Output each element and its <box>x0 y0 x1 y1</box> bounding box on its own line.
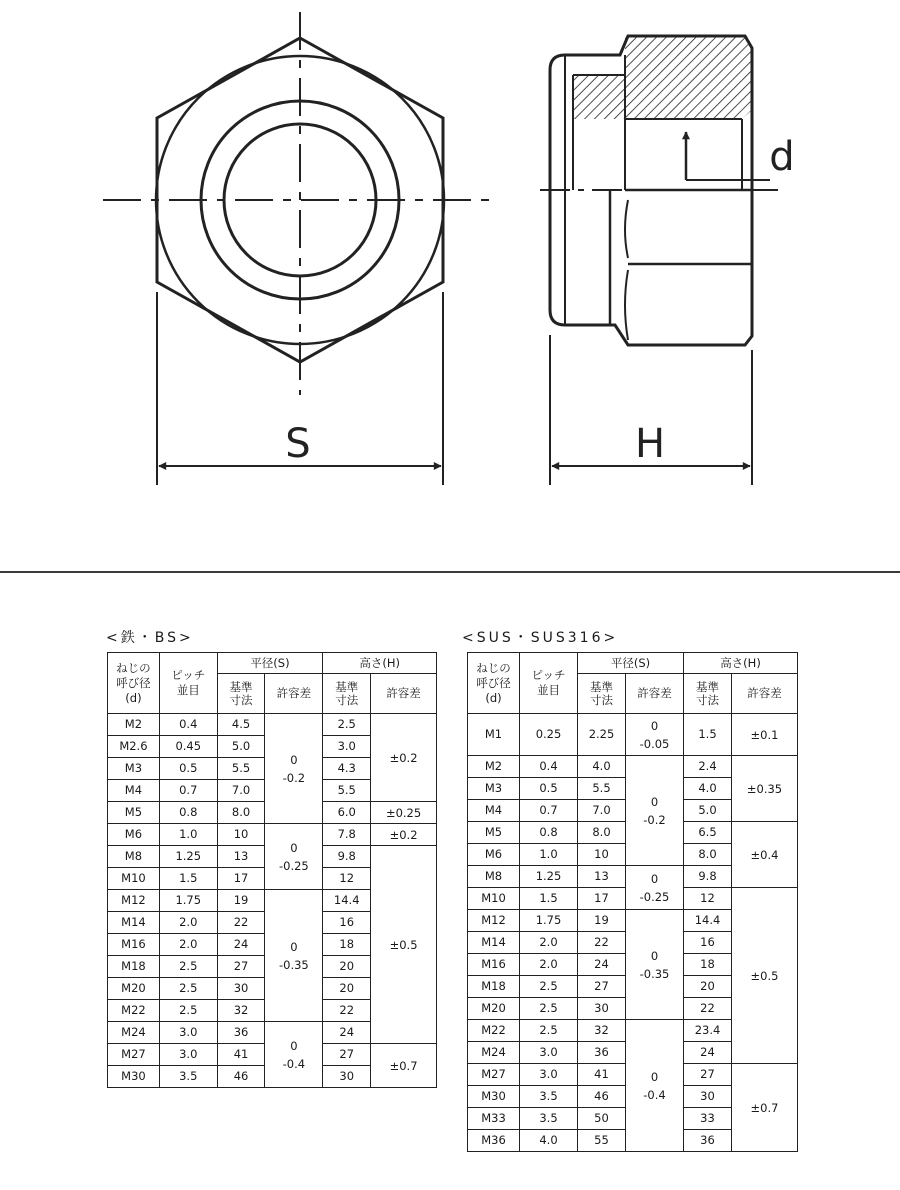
header-nominal-diameter: ねじの 呼び径 (d) <box>108 653 160 714</box>
cell-s-basic: 8.0 <box>217 802 265 824</box>
cell-s-basic: 13 <box>217 846 265 868</box>
cell-nominal: M4 <box>468 800 520 822</box>
cell-s-basic: 50 <box>578 1108 626 1130</box>
cell-pitch: 3.5 <box>520 1086 578 1108</box>
cell-h-tolerance: ±0.7 <box>371 1044 437 1088</box>
header-h-basic: 基準 寸法 <box>323 674 371 714</box>
cell-h-basic: 33 <box>684 1108 732 1130</box>
cell-s-basic: 36 <box>578 1042 626 1064</box>
cell-s-basic: 4.0 <box>578 756 626 778</box>
cell-h-basic: 20 <box>323 978 371 1000</box>
cell-s-tolerance: 0 -0.35 <box>626 910 684 1020</box>
cell-nominal: M5 <box>108 802 160 824</box>
header-width-across-flats: 平径(S) <box>217 653 323 674</box>
cell-h-basic: 6.5 <box>684 822 732 844</box>
header-pitch: ピッチ 並目 <box>159 653 217 714</box>
cell-pitch: 2.5 <box>520 1020 578 1042</box>
cell-pitch: 3.0 <box>159 1044 217 1066</box>
cell-nominal: M2 <box>468 756 520 778</box>
cell-nominal: M3 <box>108 758 160 780</box>
cell-h-basic: 12 <box>684 888 732 910</box>
cell-nominal: M22 <box>468 1020 520 1042</box>
cell-pitch: 4.0 <box>520 1130 578 1152</box>
cell-s-tolerance: 0 -0.25 <box>265 824 323 890</box>
cell-h-basic: 9.8 <box>684 866 732 888</box>
cell-nominal: M10 <box>108 868 160 890</box>
cell-pitch: 3.5 <box>159 1066 217 1088</box>
cell-s-basic: 17 <box>578 888 626 910</box>
spec-table-steel <box>107 652 437 1088</box>
cell-s-basic: 7.0 <box>217 780 265 802</box>
cell-pitch: 1.5 <box>159 868 217 890</box>
cell-nominal: M10 <box>468 888 520 910</box>
cell-nominal: M30 <box>468 1086 520 1108</box>
cell-nominal: M1 <box>468 714 520 756</box>
cell-pitch: 0.5 <box>520 778 578 800</box>
cell-nominal: M20 <box>108 978 160 1000</box>
table-title-stainless: <SUS・SUS316> <box>462 630 619 646</box>
cell-nominal: M27 <box>468 1064 520 1086</box>
cell-h-tolerance: ±0.7 <box>732 1064 798 1152</box>
cell-s-tolerance: 0 -0.2 <box>265 714 323 824</box>
cell-pitch: 1.75 <box>159 890 217 912</box>
cell-h-tolerance: ±0.35 <box>732 756 798 822</box>
cell-nominal: M8 <box>468 866 520 888</box>
cell-nominal: M24 <box>468 1042 520 1064</box>
table-row <box>108 714 437 736</box>
cell-s-basic: 7.0 <box>578 800 626 822</box>
table-row <box>468 714 798 756</box>
side-view <box>540 36 778 485</box>
cell-nominal: M36 <box>468 1130 520 1152</box>
cell-s-basic: 4.5 <box>217 714 265 736</box>
cell-h-tolerance: ±0.2 <box>371 824 437 846</box>
cell-s-basic: 8.0 <box>578 822 626 844</box>
cell-nominal: M12 <box>468 910 520 932</box>
cell-s-basic: 41 <box>578 1064 626 1086</box>
cell-h-tolerance: ±0.25 <box>371 802 437 824</box>
cell-h-basic: 23.4 <box>684 1020 732 1042</box>
cell-nominal: M8 <box>108 846 160 868</box>
cell-nominal: M14 <box>108 912 160 934</box>
cell-h-tolerance: ±0.5 <box>371 846 437 1044</box>
spec-table-stainless <box>467 652 798 1152</box>
cell-pitch: 2.0 <box>520 954 578 976</box>
cell-pitch: 1.75 <box>520 910 578 932</box>
cell-h-basic: 16 <box>323 912 371 934</box>
cell-pitch: 3.0 <box>520 1064 578 1086</box>
cell-nominal: M2.6 <box>108 736 160 758</box>
cell-pitch: 0.45 <box>159 736 217 758</box>
table-row <box>468 756 798 778</box>
cell-h-basic: 22 <box>684 998 732 1020</box>
cell-nominal: M16 <box>468 954 520 976</box>
cell-nominal: M2 <box>108 714 160 736</box>
cell-nominal: M16 <box>108 934 160 956</box>
cell-s-tolerance: 0 -0.4 <box>626 1020 684 1152</box>
label-d: d <box>769 134 795 180</box>
cell-pitch: 2.5 <box>159 978 217 1000</box>
cell-h-basic: 4.0 <box>684 778 732 800</box>
cell-s-basic: 36 <box>217 1022 265 1044</box>
cell-pitch: 2.0 <box>520 932 578 954</box>
cell-s-tolerance: 0 -0.4 <box>265 1022 323 1088</box>
cell-s-basic: 27 <box>578 976 626 998</box>
cell-pitch: 2.0 <box>159 934 217 956</box>
cell-pitch: 2.5 <box>520 998 578 1020</box>
cell-h-tolerance: ±0.2 <box>371 714 437 802</box>
table-row <box>108 824 437 846</box>
cell-s-basic: 27 <box>217 956 265 978</box>
cell-s-tolerance: 0 -0.2 <box>626 756 684 866</box>
cell-nominal: M4 <box>108 780 160 802</box>
cell-nominal: M33 <box>468 1108 520 1130</box>
cell-h-basic: 27 <box>684 1064 732 1086</box>
cell-h-basic: 24 <box>684 1042 732 1064</box>
cell-s-basic: 46 <box>578 1086 626 1108</box>
cell-s-basic: 46 <box>217 1066 265 1088</box>
cell-h-basic: 30 <box>684 1086 732 1108</box>
cell-h-basic: 5.0 <box>684 800 732 822</box>
label-s: S <box>285 421 311 467</box>
header-nominal-diameter: ねじの 呼び径 (d) <box>468 653 520 714</box>
table-title-steel: <鉄・BS> <box>106 630 194 646</box>
cell-nominal: M14 <box>468 932 520 954</box>
cell-nominal: M22 <box>108 1000 160 1022</box>
cell-s-basic: 30 <box>578 998 626 1020</box>
cell-pitch: 2.5 <box>159 1000 217 1022</box>
cell-s-basic: 2.25 <box>578 714 626 756</box>
header-height: 高さ(H) <box>684 653 798 674</box>
cell-s-basic: 24 <box>217 934 265 956</box>
cell-pitch: 1.25 <box>159 846 217 868</box>
cell-pitch: 0.5 <box>159 758 217 780</box>
section-divider <box>0 571 900 573</box>
cell-nominal: M24 <box>108 1022 160 1044</box>
cell-nominal: M27 <box>108 1044 160 1066</box>
cell-s-basic: 22 <box>217 912 265 934</box>
cell-pitch: 0.25 <box>520 714 578 756</box>
cell-h-basic: 6.0 <box>323 802 371 824</box>
cell-h-basic: 5.5 <box>323 780 371 802</box>
cell-nominal: M12 <box>108 890 160 912</box>
cell-s-basic: 55 <box>578 1130 626 1152</box>
cell-pitch: 1.0 <box>520 844 578 866</box>
cell-pitch: 3.0 <box>520 1042 578 1064</box>
cell-s-basic: 5.5 <box>217 758 265 780</box>
cell-pitch: 0.7 <box>159 780 217 802</box>
label-h: H <box>634 421 666 467</box>
cell-pitch: 0.8 <box>520 822 578 844</box>
cell-pitch: 3.5 <box>520 1108 578 1130</box>
cell-s-basic: 5.0 <box>217 736 265 758</box>
cell-s-basic: 32 <box>217 1000 265 1022</box>
cell-s-tolerance: 0 -0.05 <box>626 714 684 756</box>
header-h-tolerance: 許容差 <box>371 674 437 714</box>
cell-h-basic: 27 <box>323 1044 371 1066</box>
cell-pitch: 2.5 <box>520 976 578 998</box>
cell-pitch: 2.0 <box>159 912 217 934</box>
header-h-basic: 基準 寸法 <box>684 674 732 714</box>
header-pitch: ピッチ 並目 <box>520 653 578 714</box>
cell-h-basic: 22 <box>323 1000 371 1022</box>
cell-h-basic: 18 <box>684 954 732 976</box>
cell-h-basic: 18 <box>323 934 371 956</box>
header-width-across-flats: 平径(S) <box>578 653 684 674</box>
cell-h-tolerance: ±0.1 <box>732 714 798 756</box>
cell-h-basic: 12 <box>323 868 371 890</box>
cell-s-basic: 10 <box>217 824 265 846</box>
cell-h-basic: 2.4 <box>684 756 732 778</box>
cell-s-basic: 13 <box>578 866 626 888</box>
cell-s-basic: 22 <box>578 932 626 954</box>
cell-h-basic: 30 <box>323 1066 371 1088</box>
cell-s-basic: 24 <box>578 954 626 976</box>
cell-pitch: 1.5 <box>520 888 578 910</box>
cell-h-basic: 14.4 <box>323 890 371 912</box>
cell-h-basic: 1.5 <box>684 714 732 756</box>
cell-nominal: M5 <box>468 822 520 844</box>
cell-nominal: M30 <box>108 1066 160 1088</box>
front-view <box>103 12 493 485</box>
cell-h-basic: 8.0 <box>684 844 732 866</box>
header-s-basic: 基準 寸法 <box>578 674 626 714</box>
cell-s-basic: 41 <box>217 1044 265 1066</box>
header-s-tolerance: 許容差 <box>626 674 684 714</box>
cell-h-basic: 16 <box>684 932 732 954</box>
header-s-tolerance: 許容差 <box>265 674 323 714</box>
cell-pitch: 2.5 <box>159 956 217 978</box>
cell-h-basic: 7.8 <box>323 824 371 846</box>
cell-s-basic: 5.5 <box>578 778 626 800</box>
cell-s-basic: 17 <box>217 868 265 890</box>
cell-s-basic: 30 <box>217 978 265 1000</box>
cell-h-basic: 20 <box>684 976 732 998</box>
cell-nominal: M18 <box>468 976 520 998</box>
cell-h-tolerance: ±0.4 <box>732 822 798 888</box>
cell-s-tolerance: 0 -0.25 <box>626 866 684 910</box>
cell-pitch: 0.8 <box>159 802 217 824</box>
cell-nominal: M18 <box>108 956 160 978</box>
cell-pitch: 3.0 <box>159 1022 217 1044</box>
header-height: 高さ(H) <box>323 653 437 674</box>
header-h-tolerance: 許容差 <box>732 674 798 714</box>
cell-nominal: M6 <box>468 844 520 866</box>
cell-h-basic: 20 <box>323 956 371 978</box>
cell-h-basic: 9.8 <box>323 846 371 868</box>
cell-pitch: 1.25 <box>520 866 578 888</box>
cell-pitch: 0.4 <box>520 756 578 778</box>
cell-s-basic: 19 <box>578 910 626 932</box>
cell-h-basic: 36 <box>684 1130 732 1152</box>
cell-h-tolerance: ±0.5 <box>732 888 798 1064</box>
cell-nominal: M3 <box>468 778 520 800</box>
header-s-basic: 基準 寸法 <box>217 674 265 714</box>
cell-h-basic: 24 <box>323 1022 371 1044</box>
nut-technical-drawing <box>0 0 900 560</box>
cell-nominal: M20 <box>468 998 520 1020</box>
cell-h-basic: 14.4 <box>684 910 732 932</box>
cell-pitch: 0.4 <box>159 714 217 736</box>
cell-pitch: 1.0 <box>159 824 217 846</box>
cell-pitch: 0.7 <box>520 800 578 822</box>
cell-nominal: M6 <box>108 824 160 846</box>
cell-h-basic: 2.5 <box>323 714 371 736</box>
cell-h-basic: 3.0 <box>323 736 371 758</box>
hatched-insert <box>573 75 625 119</box>
cell-s-basic: 32 <box>578 1020 626 1042</box>
cell-s-basic: 19 <box>217 890 265 912</box>
cell-s-tolerance: 0 -0.35 <box>265 890 323 1022</box>
hatched-cap <box>625 36 752 119</box>
cell-h-basic: 4.3 <box>323 758 371 780</box>
cell-s-basic: 10 <box>578 844 626 866</box>
